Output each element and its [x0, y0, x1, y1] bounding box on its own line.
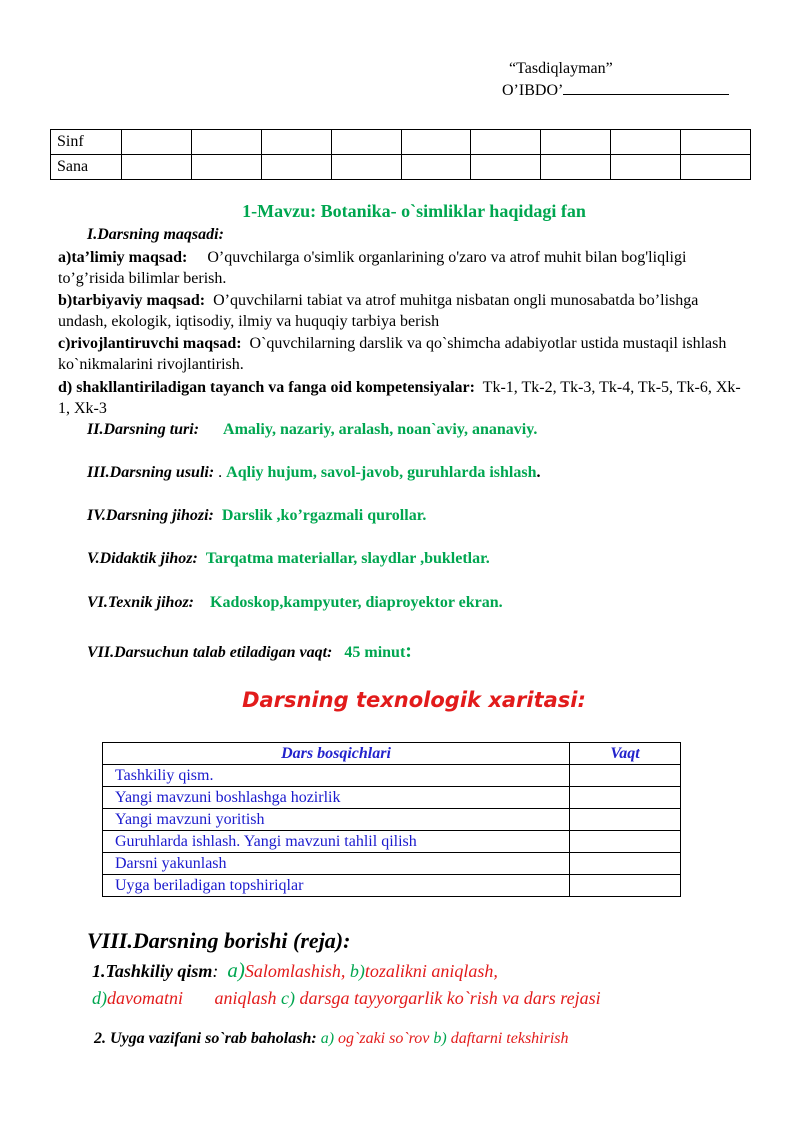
- plan-part-1-label: 1.Tashkiliy qism: [92, 961, 213, 981]
- plan-part-2: [94, 1030, 569, 1048]
- goal-a-text: O’quvchilarga o'simlik organlarining o'zaro va atrof muhit bilan bog'liqligi to’g’risida bilimlar berish.: [58, 249, 687, 287]
- stages-table: [102, 742, 681, 897]
- goal-c-label: c)rivojlantiruvchi maqsad:: [58, 335, 242, 352]
- plan-heading: VIII.Darsning borishi (reja):: [87, 928, 351, 953]
- table-row: [51, 155, 751, 180]
- tech-map-title: Darsning texnologik xaritasi:: [242, 688, 586, 712]
- table-cell: [471, 155, 541, 180]
- stage-name: Yangi mavzuni yoritish: [103, 809, 570, 831]
- table-cell: [471, 130, 541, 155]
- table-cell: [541, 130, 611, 155]
- table-row: [103, 875, 681, 897]
- goal-d-text: Tk-1, Tk-2, Tk-3, Tk-4, Tk-5, Tk-6, Xk-1, Xk-3: [58, 379, 741, 417]
- stage-time: [570, 875, 681, 897]
- marker-a: a): [227, 958, 245, 982]
- plan-part-2-label: 2. Uyga vazifani so`rab baholash:: [94, 1030, 317, 1047]
- goal-d: [58, 377, 748, 419]
- info-value: 45 minut: [344, 644, 406, 661]
- stage-time: [570, 809, 681, 831]
- table-cell: [122, 130, 192, 155]
- table-row: [51, 130, 751, 155]
- table-row: [103, 809, 681, 831]
- plan-c-text: darsga tayyorgarlik ko`rish va dars rejasi: [299, 988, 601, 1008]
- goals-heading: I.Darsning maqsadi:: [87, 226, 224, 243]
- table-cell: [681, 155, 751, 180]
- goal-d-label: d) shakllantiriladigan tayanch va fanga oid kompetensiyalar:: [58, 379, 475, 396]
- table-cell: [331, 155, 401, 180]
- table-cell: [681, 130, 751, 155]
- stage-name: Darsni yakunlash: [103, 853, 570, 875]
- marker-d: d): [92, 988, 107, 1008]
- marker-c: c): [281, 988, 295, 1008]
- info-value: Darslik ,ko’rgazmali qurollar.: [221, 507, 427, 524]
- plan-2a-text: og`zaki so`rov: [338, 1030, 430, 1047]
- goal-b-text: O’quvchilarni tabiat va atrof muhitga nisbatan ongli munosabatda bo’lishga undash, ekologik, iqtisodiy, ilmiy va huquqiy tarbiya berish: [58, 292, 699, 330]
- lesson-type: [87, 421, 537, 439]
- technical-equipment: [87, 594, 503, 612]
- goal-c: [58, 333, 748, 375]
- table-cell: [191, 155, 261, 180]
- info-value: Amaliy, nazariy, aralash, noan`aviy, ananaviy.: [223, 421, 538, 438]
- approval-signature: [502, 80, 729, 102]
- plan-a-text: Salomlashish,: [244, 961, 346, 981]
- goal-b-label: b)tarbiyaviy maqsad:: [58, 292, 206, 309]
- stage-name: Yangi mavzuni boshlashga hozirlik: [103, 787, 570, 809]
- topic-title: 1-Mavzu: Botanika- o`simliklar haqidagi fan: [242, 201, 586, 221]
- stage-time: [570, 787, 681, 809]
- table-cell: [122, 155, 192, 180]
- approval-role: O’IBDO’: [502, 82, 564, 99]
- info-sep: .: [214, 464, 227, 481]
- goal-b: [58, 290, 748, 332]
- class-date-table: [50, 129, 751, 180]
- stage-name: Guruhlarda ishlash. Yangi mavzuni tahlil qilish: [103, 831, 570, 853]
- table-cell: [611, 155, 681, 180]
- table-cell: [611, 130, 681, 155]
- plan-part-1-cont: [92, 988, 601, 1009]
- info-tail: :: [405, 640, 412, 662]
- stage-name: Tashkiliy qism.: [103, 765, 570, 787]
- info-label: IV.Darsning jihozi:: [87, 507, 214, 524]
- goal-a: [58, 247, 748, 289]
- table-cell: [261, 130, 331, 155]
- table-row: [103, 831, 681, 853]
- stage-name: Uyga beriladigan topshiriqlar: [103, 875, 570, 897]
- table-header-row: [103, 743, 681, 765]
- table-row: [103, 853, 681, 875]
- info-value: Aqliy hujum, savol-javob, guruhlarda ishlash: [226, 464, 537, 481]
- info-label: VI.Texnik jihoz:: [87, 594, 194, 611]
- marker-b: b): [349, 961, 365, 981]
- approval-block: [502, 58, 729, 102]
- row-label: Sana: [51, 155, 122, 180]
- table-cell: [191, 130, 261, 155]
- stage-time: [570, 853, 681, 875]
- header-time: Vaqt: [570, 743, 681, 765]
- lesson-equipment: [87, 507, 426, 525]
- table-row: [103, 765, 681, 787]
- plan-colon: :: [212, 961, 219, 981]
- table-cell: [261, 155, 331, 180]
- goal-a-label: a)ta’limiy maqsad:: [58, 249, 188, 266]
- table-cell: [401, 155, 471, 180]
- table-cell: [541, 155, 611, 180]
- row-label: Sinf: [51, 130, 122, 155]
- info-label: III.Darsning usuli:: [87, 464, 215, 481]
- plan-part-1: [92, 957, 498, 985]
- goal-c-text: O`quvchilarning darslik va qo`shimcha adabiyotlar ustida mustaqil ishlash ko`nikmalarini rivojlantirish.: [58, 335, 727, 373]
- signature-line: [563, 80, 729, 95]
- info-value: Kadoskop,kampyuter, diaproyektor ekran.: [210, 594, 503, 611]
- info-tail: .: [536, 464, 541, 481]
- info-label: V.Didaktik jihoz:: [87, 550, 198, 567]
- header-stages: Dars bosqichlari: [103, 743, 570, 765]
- stage-time: [570, 765, 681, 787]
- info-label: II.Darsning turi:: [87, 421, 200, 438]
- approval-title: “Tasdiqlayman”: [509, 60, 613, 77]
- table-cell: [331, 130, 401, 155]
- stage-time: [570, 831, 681, 853]
- plan-2b-text: daftarni tekshirish: [450, 1030, 569, 1047]
- lesson-duration: [87, 640, 412, 663]
- plan-b-text: tozalikni aniqlash,: [364, 961, 498, 981]
- info-value: Tarqatma materiallar, slaydlar ,bukletlar.: [205, 550, 490, 567]
- table-row: [103, 787, 681, 809]
- didactic-equipment: [87, 550, 490, 568]
- table-cell: [401, 130, 471, 155]
- plan-d-text: davomatni aniqlash: [107, 988, 277, 1008]
- info-label: VII.Darsuchun talab etiladigan vaqt:: [87, 644, 333, 661]
- lesson-method: [87, 464, 540, 482]
- marker-2b: b): [433, 1030, 447, 1047]
- marker-2a: a): [320, 1030, 335, 1047]
